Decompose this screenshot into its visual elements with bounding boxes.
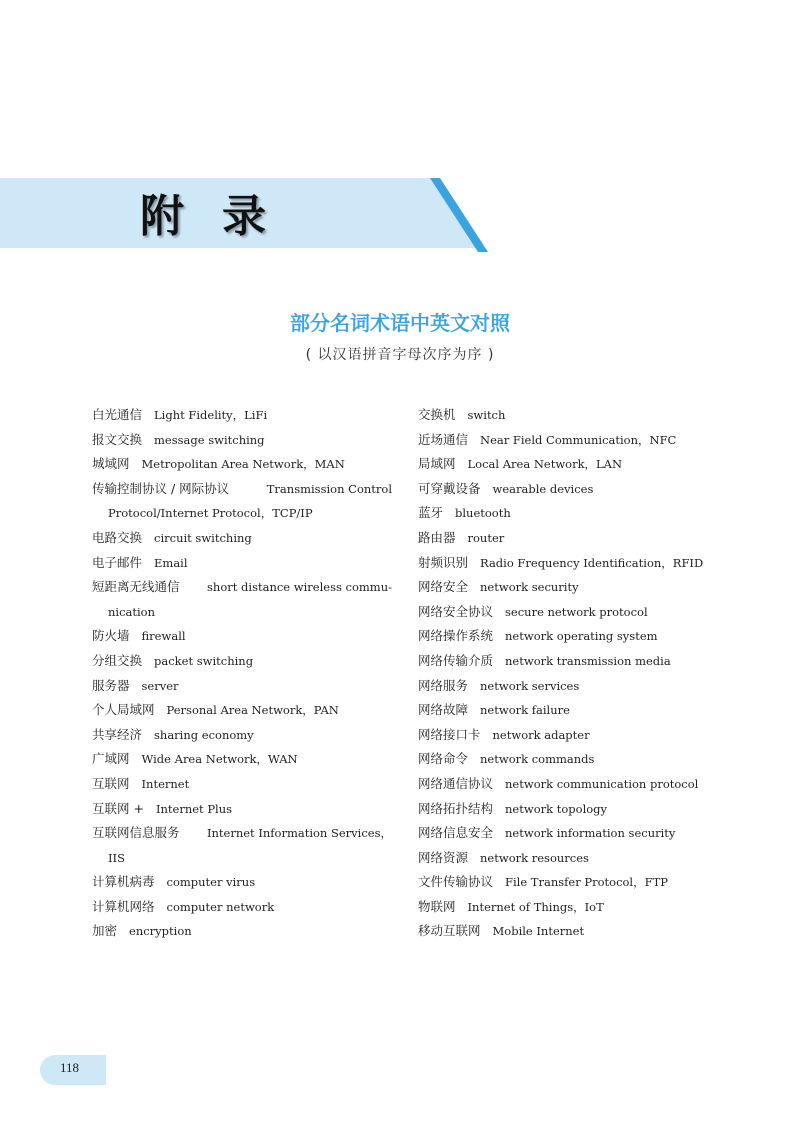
term-english: server [141,678,179,693]
term-english: computer network [166,899,275,914]
term-english: secure network protocol [505,604,648,619]
term-english: computer virus [166,875,256,890]
term-chinese: 蓝牙 [418,505,444,521]
term-english: network operating system [505,629,658,644]
glossary-entry [92,428,392,453]
term-english: Metropolitan Area Network，MAN [141,457,345,472]
term-chinese: 网络接口卡 [418,726,481,742]
term-chinese: 服务器 [92,677,130,693]
glossary-entry [418,919,718,944]
glossary-entry [418,821,718,846]
term-english: Transmission Control [266,481,392,496]
glossary-entry [92,747,392,772]
term-english-continuation: Protocol/Internet Protocol，TCP/IP [108,506,313,521]
glossary-entry [92,452,392,477]
glossary-entry [92,526,392,551]
term-chinese: 网络安全 [418,579,469,595]
glossary-entry [418,846,718,871]
term-english: Personal Area Network，PAN [166,703,339,718]
term-english: Internet Information Services， [206,826,392,841]
term-english: network transmission media [505,653,671,668]
glossary-entry [92,649,392,674]
term-english: Radio Frequency Identification，RFID [480,555,704,570]
term-chinese: 分组交换 [92,652,143,668]
page-number: 118 [60,1060,80,1075]
term-english: File Transfer Protocol，FTP [505,875,668,890]
term-chinese: 广域网 [92,751,130,767]
term-english: network security [480,580,579,595]
glossary-entry [418,723,718,748]
term-chinese: 网络资源 [418,849,469,865]
section-subtitle: ( 以汉语拼音字母次序为序 ) [305,347,495,363]
term-english: router [467,530,505,545]
glossary-left-column [92,403,392,944]
glossary-entry [92,403,392,428]
term-chinese: 网络传输介质 [418,652,494,668]
glossary-entry [92,870,392,895]
term-chinese: 互联网 [92,775,130,791]
term-chinese: 短距离无线通信 [92,579,180,595]
term-chinese: 网络操作系统 [418,628,494,644]
term-chinese: 加密 [92,923,118,939]
term-english: switch [467,408,506,422]
term-english: firewall [141,629,186,644]
chapter-banner [0,0,800,260]
glossary-entry [92,919,392,944]
term-chinese: 防火墙 [92,628,130,644]
term-english: Internet of Things，IoT [467,899,604,914]
banner-shape [0,0,800,260]
term-chinese: 报文交换 [92,431,143,447]
term-chinese: 射频识别 [418,554,469,570]
term-chinese: 互联网 + [92,800,144,816]
glossary-entry [92,821,392,846]
glossary-entry [92,797,392,822]
term-chinese: 文件传输协议 [418,874,494,890]
glossary-entry [418,747,718,772]
term-english-continuation: IIS [108,850,125,865]
glossary-entry [418,624,718,649]
term-english: Local Area Network，LAN [467,457,623,472]
glossary-entry [418,895,718,920]
term-chinese: 计算机网络 [92,898,155,914]
term-english-continuation: nication [108,604,156,619]
term-english: circuit switching [154,530,252,545]
glossary-entry [92,772,392,797]
term-english: Light Fidelity，LiFi [154,408,268,422]
term-english: short distance wireless commu- [207,580,392,595]
section-title: 部分名词术语中英文对照 [290,311,510,335]
chapter-title: 附录 [140,191,304,242]
glossary-entry [92,477,392,502]
glossary-entry [92,698,392,723]
term-english: Wide Area Network，WAN [141,752,298,767]
glossary-entry [92,895,392,920]
glossary-entry [418,526,718,551]
term-chinese: 网络服务 [418,677,469,693]
glossary-entry [418,797,718,822]
term-english: Internet Plus [155,801,233,816]
term-english: encryption [129,924,192,939]
glossary-entry [92,624,392,649]
glossary-entry [418,772,718,797]
term-english: Mobile Internet [492,924,585,939]
glossary-entry [418,649,718,674]
term-chinese: 物联网 [418,898,456,914]
term-english: Near Field Communication，NFC [480,432,677,447]
term-english: network adapter [492,727,590,742]
term-chinese: 网络故障 [418,702,469,718]
glossary-entry [418,870,718,895]
term-english: network resources [480,850,589,865]
glossary-entry [418,698,718,723]
term-english: Internet [141,776,190,791]
term-chinese: 白光通信 [92,407,143,422]
term-chinese: 城域网 [92,456,130,472]
term-english: Email [154,555,188,570]
term-chinese: 个人局域网 [92,702,155,718]
term-chinese: 电路交换 [92,529,143,545]
term-english: network services [480,678,580,693]
glossary-entry [418,501,718,526]
glossary-entry [418,403,718,428]
term-chinese: 近场通信 [418,431,469,447]
glossary-entry [92,674,392,699]
term-english: network topology [505,801,608,816]
term-chinese: 网络信息安全 [418,825,494,841]
term-english: network failure [480,703,570,718]
term-chinese: 可穿戴设备 [418,480,481,496]
term-chinese: 交换机 [418,407,456,422]
term-english: message switching [154,432,265,447]
glossary-entry [418,428,718,453]
term-english: packet switching [154,653,254,668]
term-chinese: 传输控制协议 / 网际协议 [92,480,230,496]
term-chinese: 网络通信协议 [418,775,494,791]
term-english: network information security [505,826,676,841]
glossary-entry [418,452,718,477]
glossary-entry [418,477,718,502]
term-english: bluetooth [455,506,511,521]
term-chinese: 路由器 [418,529,456,545]
term-chinese: 局域网 [418,456,456,472]
term-english: network commands [480,752,595,767]
term-english: sharing economy [154,727,254,742]
glossary-entry [418,575,718,600]
glossary-entry [418,600,718,625]
glossary-entry [92,575,392,600]
term-chinese: 网络安全协议 [418,603,494,619]
glossary-entry [92,723,392,748]
term-english: network communication protocol [505,776,699,791]
glossary-entry [418,674,718,699]
glossary-right-column [418,403,718,944]
term-chinese: 电子邮件 [92,554,143,570]
term-chinese: 共享经济 [92,726,143,742]
term-chinese: 网络拓扑结构 [418,800,494,816]
term-chinese: 网络命令 [418,751,469,767]
term-chinese: 计算机病毒 [92,874,155,890]
term-chinese: 移动互联网 [418,923,481,939]
term-english: wearable devices [492,481,594,496]
glossary-entry [418,551,718,576]
term-chinese: 互联网信息服务 [92,825,180,841]
glossary-entry [92,551,392,576]
